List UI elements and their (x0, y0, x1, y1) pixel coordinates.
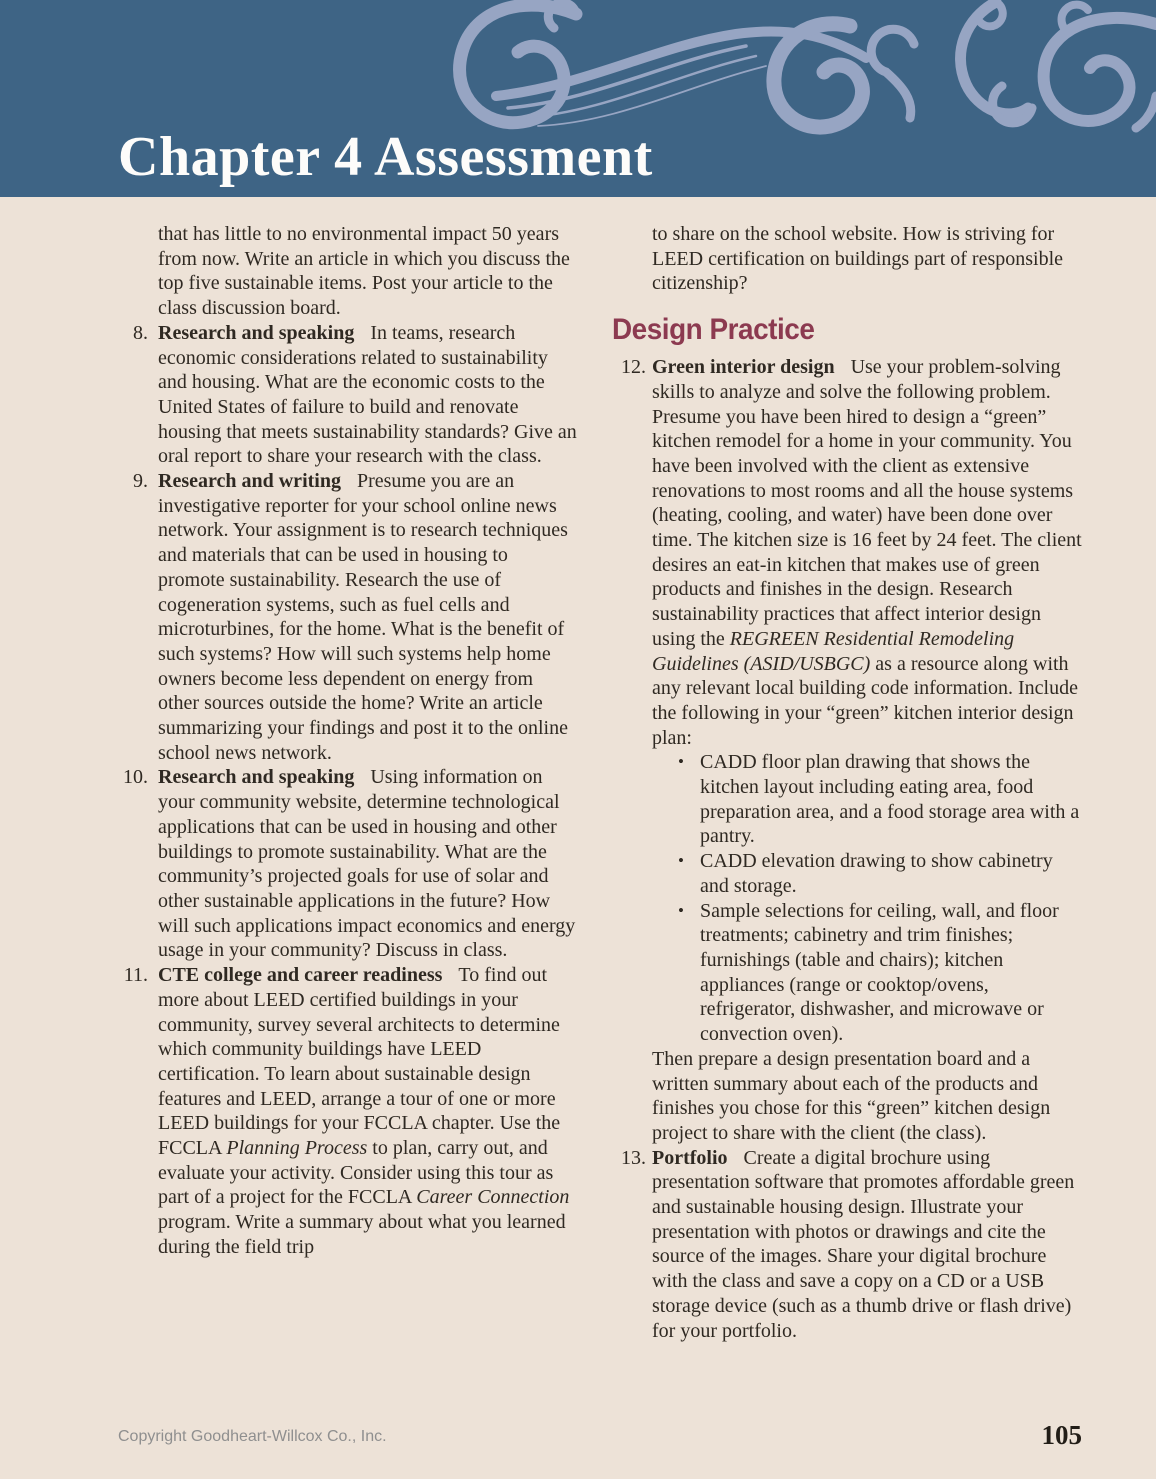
item-text (158, 321, 578, 469)
decorative-flourish-icon (436, 0, 1156, 140)
item-paragraph: CTE college and career readiness To find out more about LEED certified buildings in your community, survey several architects to determine which community buildings have LEED certification. To learn about sustainable design features and LEED, arrange a tour of one or more LEED buildings for your FCCLA chapter. Use the FCCLA Planning Process to plan, carry out, and evaluate your activity. Consider using this tour as part of a project for the FCCLA Career Connection program. Write a summary about what you learned during the field trip (158, 964, 570, 1258)
item-paragraph: Portfolio Create a digital brochure using presentation software that promotes affordable green and sustainable housing design. Illustrate your presentation with photos or drawings and cite the source of the images. Share your digital brochure with the class and save a copy on a CD or a USB storage device (such as a thumb drive or flash drive) for your portfolio. (652, 1146, 1075, 1342)
bullet-text: CADD floor plan drawing that shows the kitchen layout including eating area, food preparation area, and a food storage area with a pantry. (700, 751, 1080, 848)
assessment-item-12 (612, 355, 1085, 1146)
section-heading-design-practice: Design Practice (612, 313, 815, 347)
item-number: 9. (133, 470, 148, 493)
right-column (612, 222, 1085, 1343)
item-lead-in: Research and speaking (158, 766, 355, 789)
item-number: 11. (123, 964, 148, 987)
bullet-marker: • (678, 851, 684, 871)
item-number: 10. (123, 766, 148, 789)
continuation-paragraph-right: to share on the school website. How is striving for LEED certification on buildings part of responsible citizenship? (652, 223, 1064, 295)
item-text (652, 1146, 1085, 1344)
item-lead-in: Portfolio (652, 1146, 728, 1169)
left-column (118, 222, 578, 1260)
assessment-item-9 (118, 469, 578, 765)
chapter-header-band (0, 0, 1156, 197)
item-number: 12. (621, 356, 646, 379)
item-number: 8. (133, 321, 148, 344)
item-lead-in: Green interior design (652, 356, 835, 379)
assessment-item-8 (118, 321, 578, 469)
bullet-item (678, 849, 1085, 898)
bullet-list (652, 750, 1085, 1046)
bullet-item (678, 899, 1085, 1047)
item-paragraph: Research and speaking In teams, research economic considerations related to sustainability and housing. What are the economic costs to the United States of failure to build and renovate housing that meets sustainability standards? Give an oral report to share your research with the class. (158, 321, 577, 468)
bullet-text: Sample selections for ceiling, wall, and floor treatments; cabinetry and trim finishes; furnishings (table and chairs); kitchen appliances (range or cooktop/ovens, refrigerator, dishwasher, and microwave or convection oven). (700, 899, 1059, 1046)
item-text (158, 963, 578, 1259)
chapter-title: Chapter 4 Assessment (118, 126, 653, 188)
item-text (158, 765, 578, 963)
assessment-item-13 (612, 1146, 1085, 1344)
item-lead-in: CTE college and career readiness (158, 964, 443, 987)
bullet-marker: • (678, 900, 684, 920)
assessment-item-10 (118, 765, 578, 963)
bullet-item (678, 750, 1085, 849)
item-text (158, 469, 578, 765)
item-number: 13. (621, 1146, 646, 1169)
item-text (652, 355, 1085, 1146)
assessment-items-right (612, 355, 1085, 1343)
continuation-paragraph-left: that has little to no environmental impact 50 years from now. Write an article in which you discuss the top five sustainable items. Post your article to the class discussion board. (158, 223, 570, 320)
item-paragraph: Green interior design Use your problem-solving skills to analyze and solve the following problem. Presume you have been hired to design a “green” kitchen remodel for a home in your community. You have been involved with the client as extensive renovations to most rooms and all the house systems (heating, cooling, and water) have been done over time. The kitchen size is 16 feet by 24 feet. The client desires an eat-in kitchen that makes use of green products and finishes in the design. Research sustainability practices that affect interior design using the REGREEN Residential Remodeling Guidelines (ASID/USBGC) as a resource along with any relevant local building code information. Include the following in your “green” kitchen interior design plan: (652, 356, 1082, 749)
bullet-marker: • (678, 752, 684, 772)
item-lead-in: Research and speaking (158, 321, 355, 344)
item-continuation: Then prepare a design presentation board and a written summary about each of the products and finishes you chose for this “green” kitchen design project to share with the client (the class). (652, 1047, 1051, 1144)
item-paragraph: Research and speaking Using information on your community website, determine technological applications that can be used in housing and other buildings to promote sustainability. What are the community’s projected goals for use of solar and other sustainable applications in the future? How will such applications impact economics and energy usage in your community? Discuss in class. (158, 766, 576, 962)
assessment-items-left (118, 321, 578, 1260)
page-number: 105 (1041, 1420, 1082, 1450)
assessment-item-11 (118, 963, 578, 1259)
bullet-text: CADD elevation drawing to show cabinetry and storage. (700, 850, 1053, 897)
item-lead-in: Research and writing (158, 470, 341, 493)
copyright-text: Copyright Goodheart-Willcox Co., Inc. (118, 1428, 387, 1445)
item-paragraph: Research and writing Presume you are an investigative reporter for your school online news network. Your assignment is to research techniques and materials that can be used in housing to promote sustainability. Research the use of cogeneration systems, such as fuel cells and microturbines, for the home. What is the benefit of such systems? How will such systems help home owners become less dependent on energy from other sources outside the home? Write an article summarizing your findings and post it to the online school news network. (158, 470, 568, 764)
